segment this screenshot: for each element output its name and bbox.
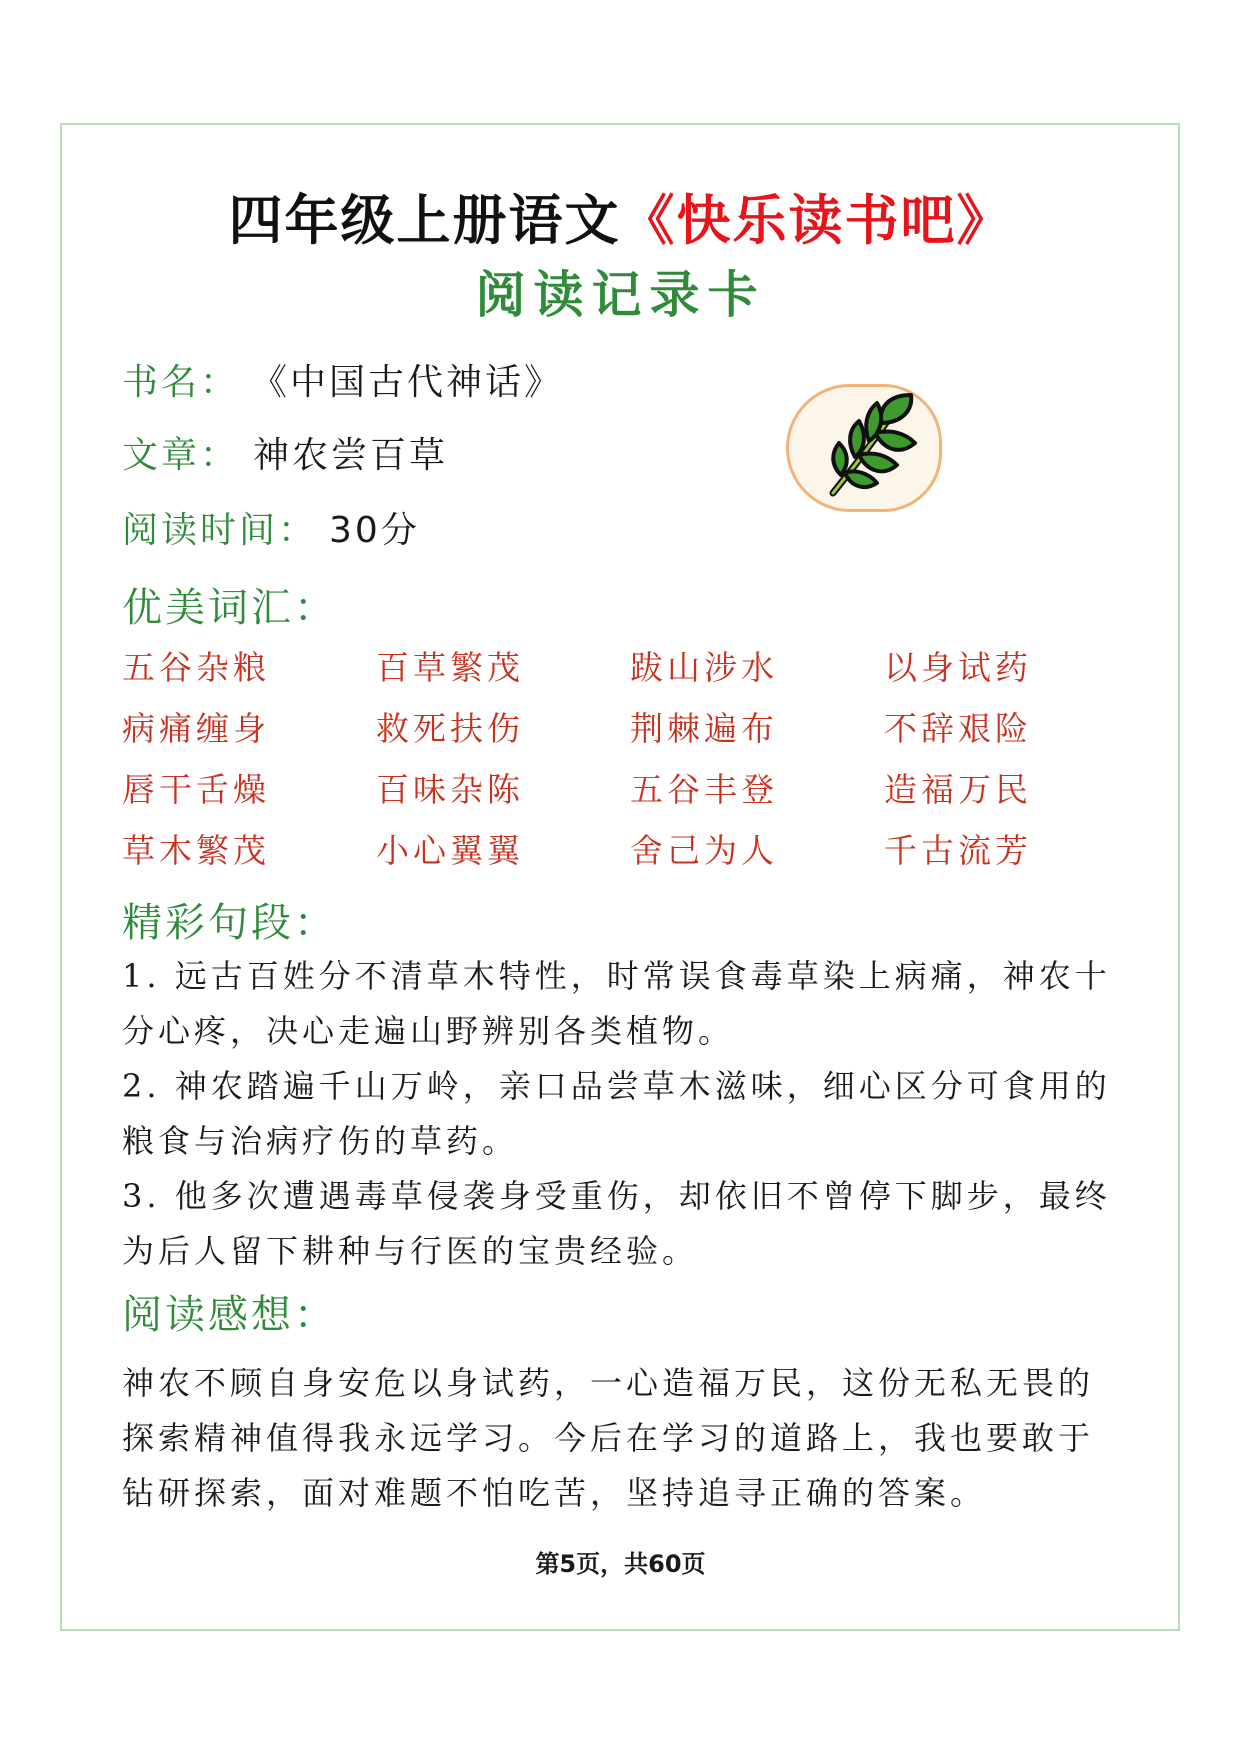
- reading-time-label: 阅读时间：: [122, 510, 318, 551]
- vocab-word: 唇干舌燥: [122, 770, 270, 809]
- vocab-word: 千古流芳: [884, 831, 1032, 870]
- sentence-item: 3. 他多次遭遇毒草侵袭身受重伤，却依旧不曾停下脚步，最终为后人留下耕种与行医的宝贵经验。: [122, 1177, 1111, 1270]
- reading-time-row: [122, 508, 420, 554]
- sentence-item: 2. 神农踏遍千山万岭，亲口品尝草木滋味，细心区分可食用的粮食与治病疗伤的草药。: [122, 1067, 1111, 1160]
- vocab-heading: 优美词汇：: [122, 585, 337, 631]
- vocab-word: 百草繁茂: [376, 648, 524, 687]
- vocab-word: 百味杂陈: [376, 770, 524, 809]
- vocab-row: [122, 646, 1082, 707]
- leaf-branch-icon: [819, 393, 919, 503]
- vocab-word: 小心翼翼: [376, 831, 524, 870]
- thoughts-text: 神农不顾自身安危以身试药，一心造福万民，这份无私无畏的探索精神值得我永远学习。今后在学习的道路上，我也要敢于钻研探索，面对难题不怕吃苦，坚持追寻正确的答案。: [122, 1364, 1095, 1512]
- vocab-word: 造福万民: [884, 770, 1032, 809]
- sentence-item: 1. 远古百姓分不清草木特性，时常误食毒草染上病痛，神农十分心疼，决心走遍山野辨别各类植物。: [122, 957, 1111, 1050]
- vocab-word: 舍己为人: [630, 831, 778, 870]
- leaf-badge: [786, 384, 942, 512]
- reading-time-value: 30分: [329, 510, 420, 551]
- vocab-word: 五谷丰登: [630, 770, 778, 809]
- book-name-row: [122, 360, 563, 406]
- vocab-word: 病痛缠身: [122, 709, 270, 748]
- thoughts-heading: 阅读感想：: [122, 1292, 337, 1338]
- title-grade-text: 四年级上册语文: [228, 189, 621, 252]
- article-label: 文章：: [122, 435, 240, 476]
- vocab-word: 荆棘遍布: [630, 709, 778, 748]
- title-book-series: 《快乐读书吧》: [620, 189, 1013, 252]
- vocab-grid: [122, 646, 1082, 890]
- page-number: 第5页，共60页: [535, 1550, 706, 1578]
- vocab-word: 不辞艰险: [884, 709, 1032, 748]
- page-title: [0, 186, 1241, 256]
- vocab-word: 以身试药: [884, 648, 1032, 687]
- vocab-row: [122, 768, 1082, 829]
- vocab-row: [122, 707, 1082, 768]
- book-name-label: 书名：: [122, 362, 240, 403]
- sentence-list: [122, 949, 1112, 1279]
- vocab-word: 跋山涉水: [630, 648, 778, 687]
- book-name-value: 《中国古代神话》: [269, 362, 564, 403]
- article-value: 神农尝百草: [253, 435, 449, 476]
- article-row: [122, 433, 448, 479]
- vocab-word: 五谷杂粮: [122, 648, 270, 687]
- page-subtitle: 阅读记录卡: [475, 265, 766, 324]
- vocab-row: [122, 829, 1082, 890]
- vocab-word: 救死扶伤: [376, 709, 524, 748]
- sentences-heading: 精彩句段：: [122, 900, 337, 946]
- vocab-word: 草木繁茂: [122, 831, 270, 870]
